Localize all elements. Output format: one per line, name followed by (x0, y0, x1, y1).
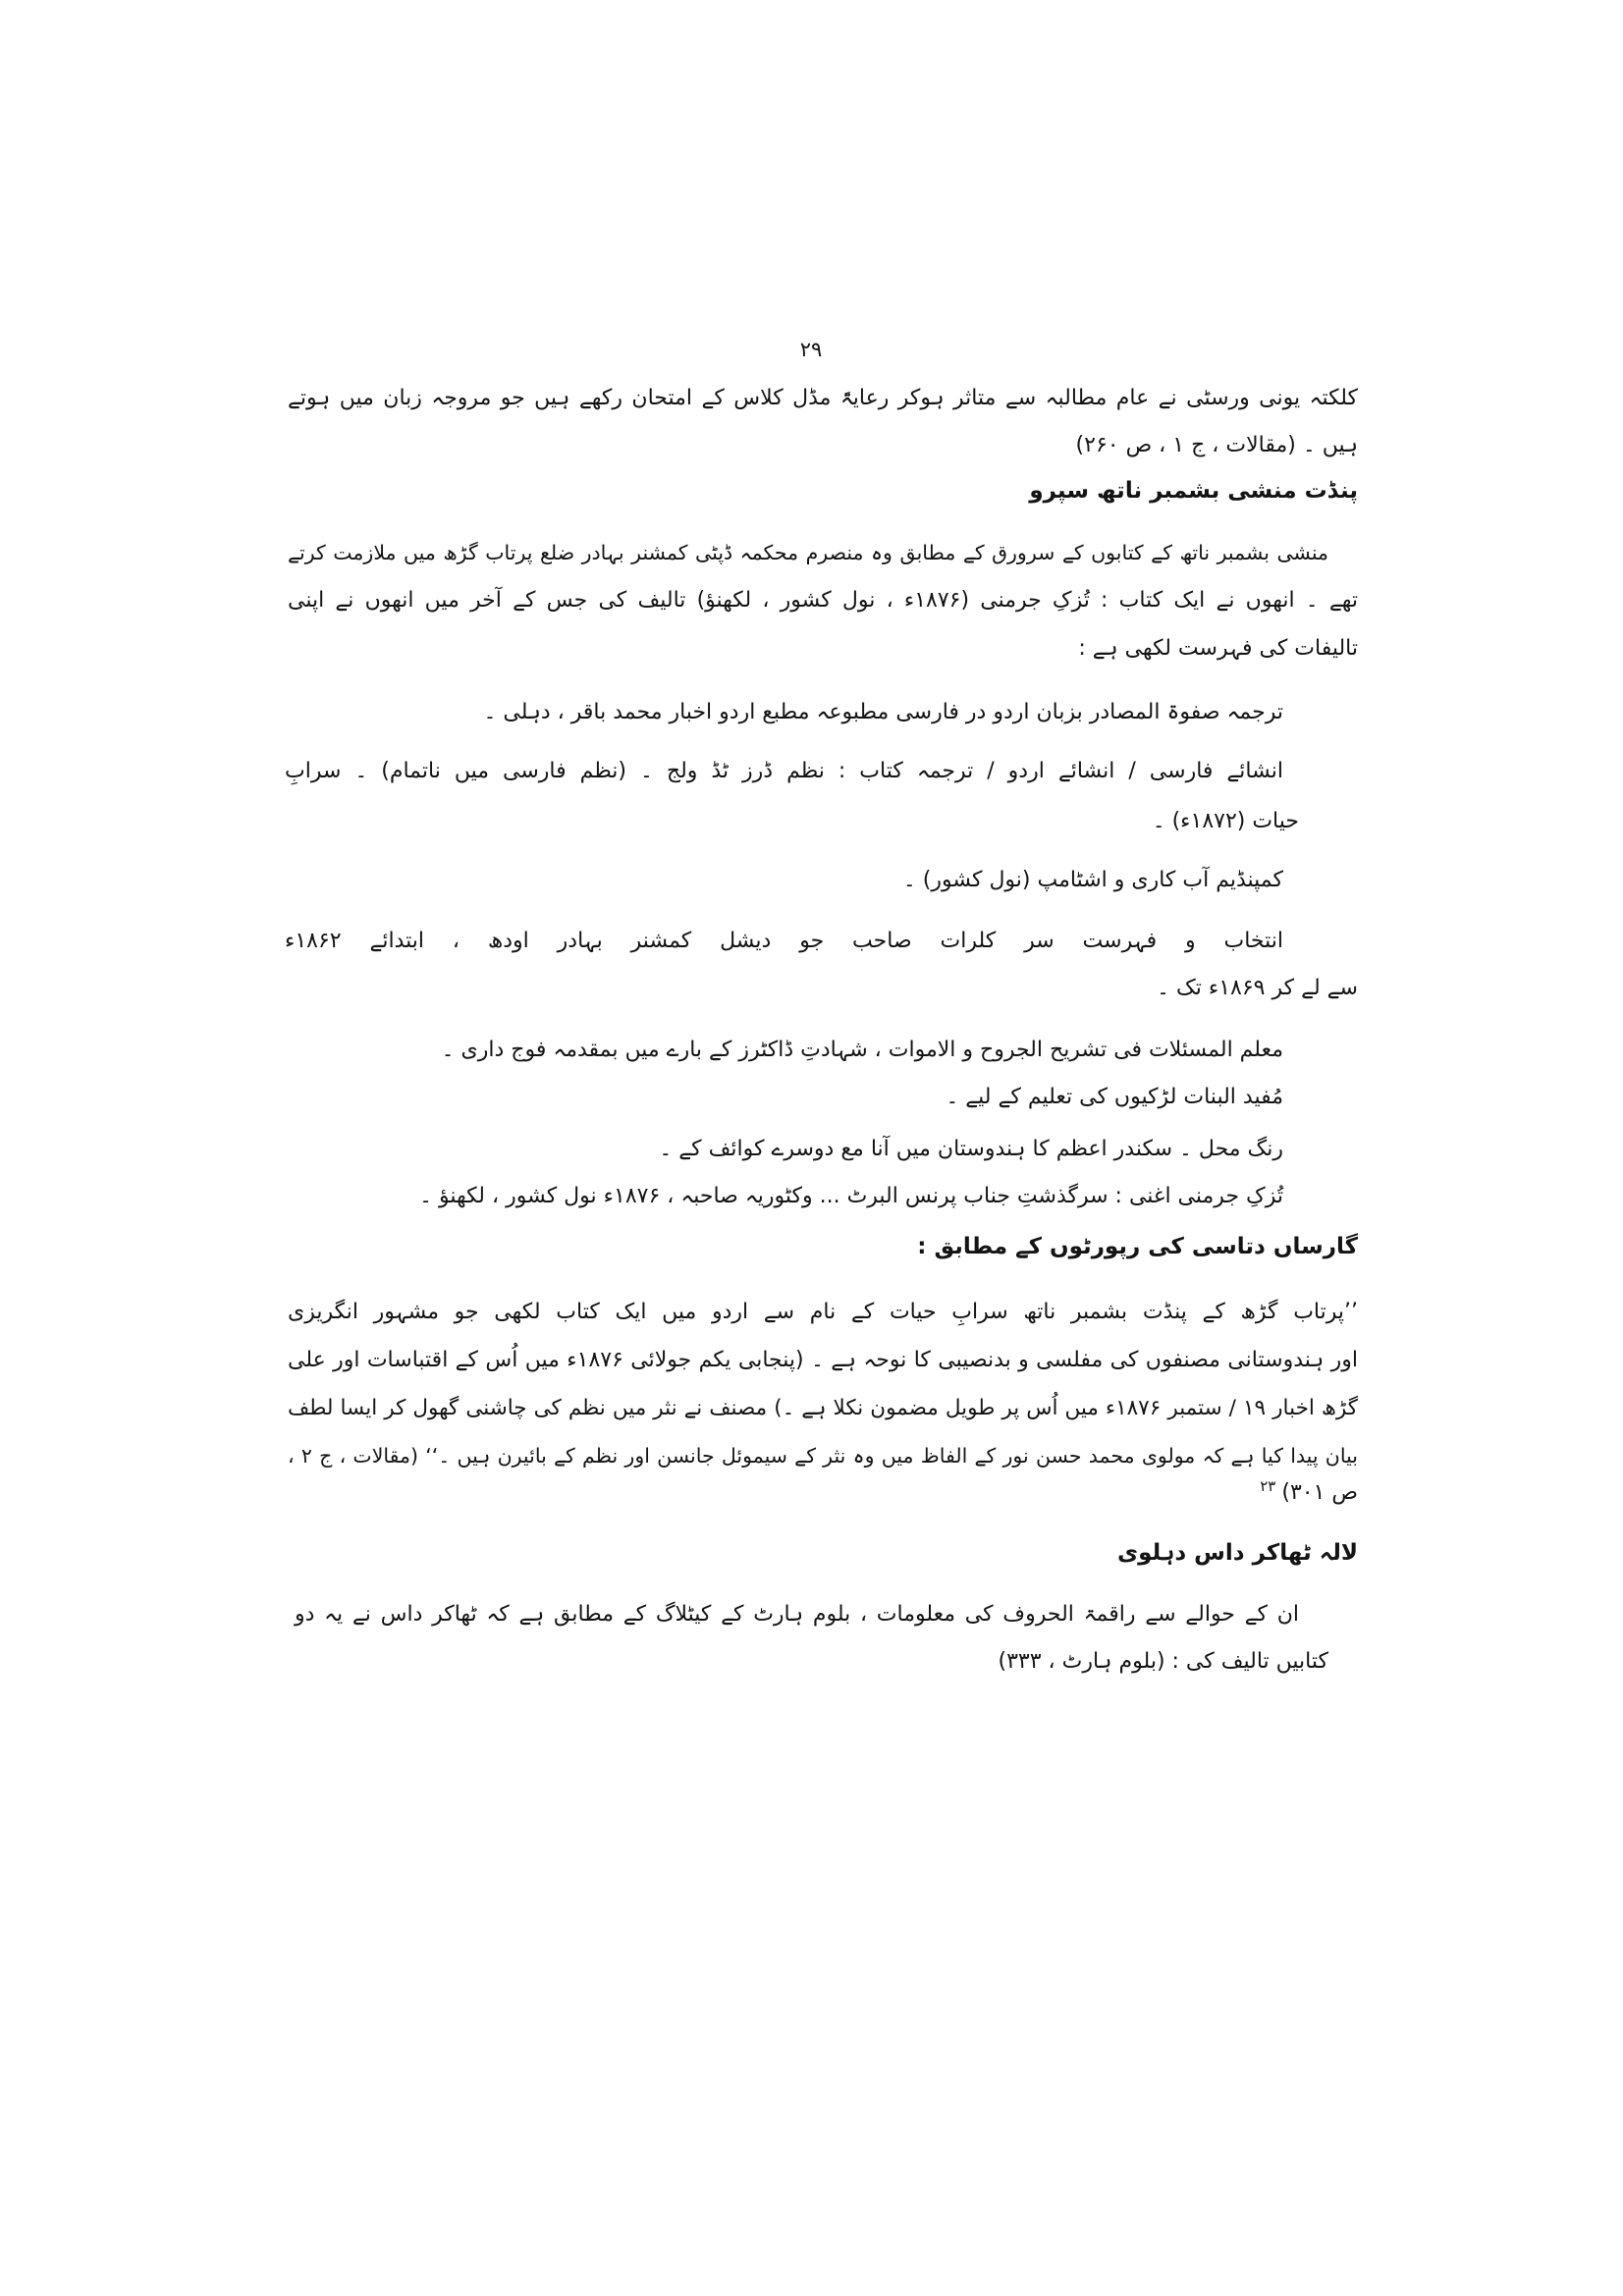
page-number: ۲۹ (799, 338, 823, 361)
quote-line: گڑھ اخبار ۱۹ / ستمبر ۱۸۷۶ء میں اُس پر طویل مضمون نکلا ہے ۔) مصنف نے نثر میں نظم کی چاشنی گھول کر ایسا لطف (288, 1396, 1358, 1420)
works-list-item-line: معلم المسئلات فی تشریح الجروح و الاموات ، شہادتِ ڈاکٹرز کے بارے میں بمقدمہ فوج داری ۔ (441, 1038, 1283, 1062)
section-heading: لالہ ٹھاکر داس دہلوی (1117, 1540, 1358, 1566)
paragraph-line: منشی بشمبر ناتھ کے کتابوں کے سرورق کے مطابق وہ منصرم محکمہ ڈپٹی کمشنر بہادر ضلع پرتاب گڑھ میں ملازمت کرتے (288, 541, 1328, 564)
works-list-item-line: ترجمہ صفوۃ المصادر بزبان اردو در فارسی مطبوعہ مطبع اردو اخبار محمد باقر ، دہلی ۔ (483, 700, 1283, 724)
footnote-reference: ۲۳ (1260, 1476, 1276, 1495)
works-list-item-line: انشائے فارسی / انشائے اردو / ترجمہ کتاب : نظم ڈرز ٹڈ ولج ۔ (نظم فارسی میں ناتمام) ۔ سرابِ (285, 759, 1283, 783)
works-list-item-line: حیات (۱۸۷۲ء) ۔ (1152, 809, 1299, 833)
paragraph-line: کلکتہ یونی ورسٹی نے عام مطالبہ سے متاثر ہوکر رعایۃً مڈل کلاس کے امتحان رکھے ہیں جو مروجہ زبان میں ہوتے (288, 386, 1358, 410)
paragraph-line: کتابیں تالیف کی : (بلوم ہارٹ ، ۳۳۳) (998, 1649, 1328, 1674)
paragraph-line: تھے ۔ انھوں نے ایک کتاب : تُزکِ جرمنی (۱۸۷۶ء ، نول کشور ، لکھنؤ) تالیف کی جس کے آخر میں انھوں نے اپنی (288, 588, 1358, 613)
works-list-item-line: مُفید البنات لڑکیوں کی تعلیم کے لیے ۔ (946, 1085, 1283, 1109)
quote-line: بیان پیدا کیا ہے کہ مولوی محمد حسن نور کے الفاظ میں وہ نثر کے سیموئل جانسن اور نظم کے بائیرن ہیں ۔‘‘ (مقالات ، ج ۲ ، (288, 1444, 1358, 1468)
quote-last-line-text: ص ۳۰۱) (1281, 1480, 1358, 1505)
works-list-item-line: کمپنڈیم آب کاری و اشٹامپ (نول کشور) ۔ (902, 868, 1283, 892)
section-heading: پنڈت منشی بشمبر ناتھ سپرو (1029, 478, 1358, 504)
works-list-item-line: انتخاب و فہرست سر کلرات صاحب جو دیشل کمشنر بہادر اودھ ، ابتدائے ۱۸۶۲ء (285, 929, 1283, 953)
paragraph-line: تالیفات کی فہرست لکھی ہے : (1078, 636, 1358, 661)
works-list-item-line: سے لے کر ۱۸۶۹ء تک ۔ (1157, 976, 1358, 1000)
works-list-item-line: رنگ محل ۔ سکندر اعظم کا ہندوستان میں آنا مع دوسرے کوائف کے ۔ (659, 1137, 1283, 1161)
works-list-item-line: تُزکِ جرمنی اغنی : سرگذشتِ جناب پرنس البرٹ ... وکٹوریہ صاحبہ ، ۱۸۷۶ء نول کشور ، لکھنؤ ۔ (419, 1184, 1283, 1208)
section-heading: گارساں دتاسی کی رپورٹوں کے مطابق : (917, 1234, 1358, 1259)
paragraph-line: ہیں ۔ (مقالات ، ج ۱ ، ص ۲۶۰) (1075, 433, 1358, 457)
paragraph-line: ان کے حوالے سے راقمۃ الحروف کی معلومات ، بلوم ہارٹ کے کیٹلاگ کے مطابق ہے کہ ٹھاکر داس نے یہ دو (295, 1602, 1299, 1627)
quote-line (288, 1473, 1358, 1513)
quote-line: اور ہندوستانی مصنفوں کی مفلسی و بدنصیبی کا نوحہ ہے ۔ (پنجابی یکم جولائی ۱۸۷۶ء میں اُس کے اقتباسات اور علی (288, 1348, 1358, 1372)
quote-line: ’’پرتاب گڑھ کے پنڈت بشمبر ناتھ سرابِ حیات کے نام سے اردو میں ایک کتاب لکھی جو مشہور انگریزی (288, 1300, 1358, 1324)
